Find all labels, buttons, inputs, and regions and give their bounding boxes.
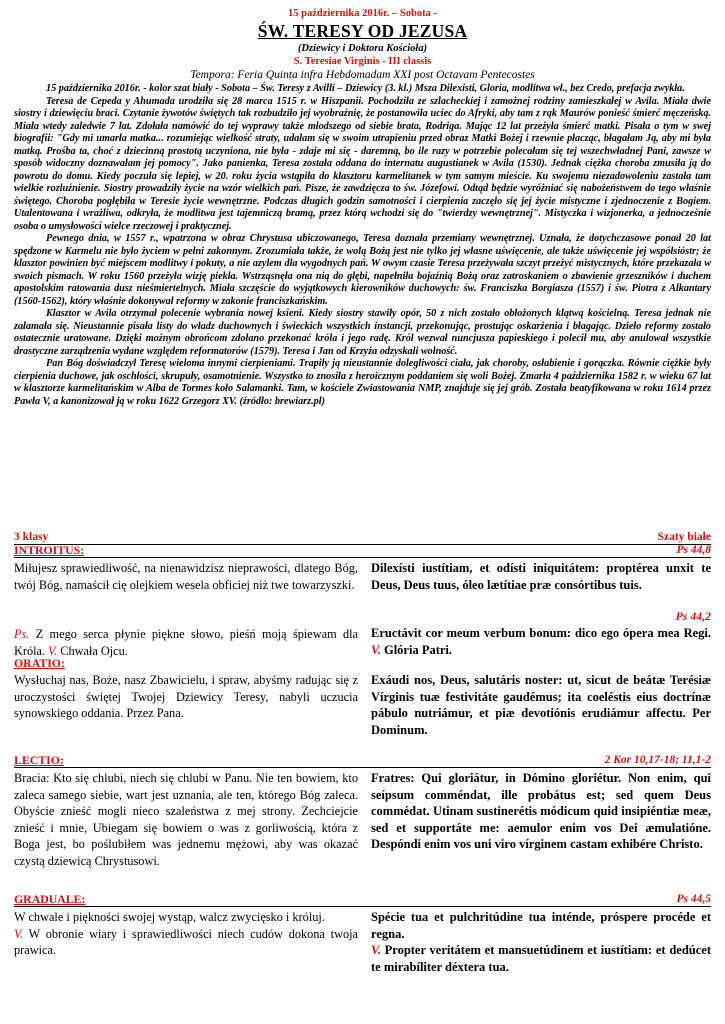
graduale-text-la: Spécie tua et pulchritúdine tua inténde, próspere procéde et regna. [371,910,711,941]
bio-paragraph: 15 października 2016r. - kolor szat biały - Sobota – Św. Teresy z Avilli – Dziewicy (3. kl.) Msza Dilexisti, Gloria, modlitwa wł., bez Credo, prefacja zwykła. [46,83,685,94]
psalm-text-pl: Z mego serca płynie piękne słowo, pieśń moją śpiewam dla Króla. [14,627,359,658]
biography [14,83,711,408]
oratio-la: Exáudi nos, Deus, salutáris noster: ut, sicut de beátæ Terésiæ Vírginis tuæ festivitáte gaudémus; ita coeléstis eius doctrínæ pábulo nutriámur, et piæ devotiónis erudiámur affectu. Per Dominum. [371,673,711,737]
introitus-pl: Miłujesz sprawiedliwość, na nienawidzisz nieprawości, dlatego Bóg, twój Bóg, namaścił cię olejkiem wesela obficiej niż twe towarzyszki. [14,561,358,592]
psalm-mark: Ps. [14,627,30,641]
lectio-la: Fratres: Qui gloriátur, in Dómino gloriétur. Non enim, qui seípsum comméndat, ille probátus est; sed quem Deus commédat. Utinam sustinerétis módicum quid insipiéntiæ meæ, sed et supportáte me: aemulor enim vos Dei æmulatióne. Despóndi enim vos uni viro vírginem castam exhibére Christo. [371,771,711,851]
graduale-pl [14,909,358,959]
graduale-la [371,909,711,975]
bio-paragraph: Pan Bóg doświadczył Teresę wieloma innymi cierpieniami. Trapiły ją nieustannie dolegliwości ciała, jak choroby, osłabienie i gorączka. Równie ciężkie były cierpienia duchowe, jak oschłości, skrupuły, osamotnienie. Wszystko to znosiła z heroicznym poddaniem się woli Bożej. Zmarła 4 października 1582 r. w wieku 67 lat w klasztorze karmelitańskim w Alba de Tormes koło Salamanki. Tam, w kościele Zwiastowania NMP, znajduje się jej grób. Została beatyfikowana w roku 1614 przez Pawła V, a kanonizował ją w roku 1622 Grzegorz XV. (źródło: brewiarz.pl) [14,358,711,407]
graduale-versicle-la: Propter veritátem et mansuetúdinem et iustítiam: et dedúcet te mirabíliter déxtera tua. [371,943,711,974]
lectio-pl: Bracia: Kto się chlubi, niech się chlubi w Panu. Nie ten bowiem, kto zaleca samego siebie, wart jest uznania, ale ten, którego Bóg zaleca. Obyście znieść mogli nieco szaleństwa z mej strony. Zechciejcie znieść i mnie, Ubiegam się bowiem o was z gorliwością, która z Boga jest, bo poślubiłem was jednemu mężowi, aby was okazać czystą dziewicą Chrystusowi. [14,771,358,868]
introitus-la: Dilexísti iustítiam, et odísti iniquitátem: proptérea unxit te Deus, Deus tuus, óleo lætítiae præ consórtibus tuis. [371,561,711,592]
graduale-label: GRADUALE: [14,892,86,906]
introitus-label: INTROITUS: [14,543,85,557]
lectio-header [14,754,711,768]
class-label: 3 klasy [14,531,49,543]
class-row [14,531,711,545]
psalm-ref: Ps 44,2 [675,609,711,623]
graduale-ref: Ps 44,5 [676,893,711,905]
versicle-mark: V. [14,926,24,941]
introitus-ref: Ps 44,8 [676,544,711,556]
oratio-header [14,656,358,670]
gloria-pl: Chwała Ojcu. [60,643,128,658]
introitus-header [14,544,711,558]
lectio-ref: 2 Kor 10,17-18; 11,1-2 [604,754,711,766]
bio-paragraph: Klasztor w Avila otrzymał polecenie wybrania nowej ksieni. Kiedy siostry stawiły opór, 50 z nich zostało obłożonych klątwą kościelną. Teresa jednak nie załamała się. Nieustannie pisała listy do władz duchownych i świeckich wszystkich instancji, przekonując, prostując oskarżenia i błagając. Dzieło reformy zostało ostatecznie uratowane. Dzięki możnym obrońcom zdołano przekonać króla i jego radę. Król wezwał nuncjusza papieskiego i polecił mu, aby anulował wszystkie drastyczne zarządzenia wydane względem reformatorów (1579). Teresa i Jan od Krzyża odzyskali wolność. [14,308,711,357]
versicle-mark: V. [371,943,381,957]
versicle-mark: V. [371,642,381,657]
gloria-la: Glória Patri. [383,642,453,657]
psalm-text-la: Eructávit cor meum verbum bonum: dico ego ópera mea Regi. [371,626,711,640]
oratio-pl: Wysłuchaj nas, Boże, nasz Zbawicielu, i spraw, abyśmy radując się z uroczystości świętej Twojej Dziewicy Teresy, nabyli uczucia synowskiego oddania. Przez Pana. [14,673,358,720]
oratio-label: ORATIO: [14,656,65,670]
date-line: 15 października 2016r. – Sobota - [288,8,437,19]
lectio-label: LECTIO: [14,753,64,767]
saint-subtitle: (Dziewicy i Doktora Kościoła) [297,43,428,54]
introitus-psalm-la [371,625,711,658]
graduale-versicle-pl: W obronie wiary i sprawiedliwości niech cudów dokona twoja prawica. [14,926,358,957]
vestment-color-label: Szaty białe [657,531,711,543]
page-title: ŚW. TERESY OD JEZUSA [257,21,468,41]
graduale-text-pl: W chwale i piękności swojej wystąp, walcz zwycięsko i króluj. [14,910,325,924]
bio-paragraph: Pewnego dnia, w 1557 r., wpatrzona w obraz Chrystusa ubiczowanego, Teresa doznała przemiany wewnętrznej. Uznała, że dotychczasowe ponad 20 lat spędzone w Karmelu nie było życiem w pełni zakonnym. Zrozumiała także, że wolą Bożą jest nie tylko jej własne uświęcenie, ale także uświęcenie jej współsióstr; że klasztor powinien być miejscem modlitwy i pokuty, a nie azylem dla wygodnych pań. W owym czasie Teresa przeżywała szczyt przeżyć mistycznych, które przekazała w swoich pismach. W roku 1560 przeżyła wizję piekła. Wstrząsnęła ona nią do głębi, napełniła bojaźnią Bożą oraz zatroskaniem o zbawienie grzeszników i duchem apostolskim ratowania dusz nieśmiertelnych. Miała szczęście do wyjątkowych kierowników duchowych: św. Franciszka Borgiasza (1557) i św. Piotra z Alkantary (1560-1562), który właśnie dokonywał reformy w zakonie franciszkańskim. [14,233,711,307]
bio-paragraph: Teresa de Cepeda y Ahumada urodziła się 28 marca 1515 r. w Hiszpanii. Pochodziła ze szlacheckiej i zamożnej rodziny zamieszkałej w Avila. Miała dwie siostry i dziewięciu braci. Czytanie żywotów świętych tak rozbudziło jej wyobraźnię, że postanowiła uciec do Afryki, aby tam z rąk Maurów ponieść śmierć męczeńską. Miała wtedy zaledwie 7 lat. Zdołała namówić do tej wyprawy także młodszego od siebie brata, Rodriga. Mając 12 lat przeżyła śmierć matki. Pisała o tym w swej biografii: "Gdy mi umarła matka... rozumiejąc wielkość straty, udałam się w swoim utrapieniu przed obraz Matki Bożej i rzewnie płacząc, błagałam Ją, aby mi była matką. Prośba ta, choć z dziecinną prostotą uczyniona, nie była - zdaje mi się - daremną, bo ile razy w potrzebie polecałam się tej wszechwładnej Pani, zawsze w sposób widoczny doznawałam jej pomocy". Jako panienka, Teresa została oddana do internatu augustianek w Avila (1530). Jednak ciężka choroba zmusiła ją do powrotu do domu. Kiedy poczuła się lepiej, w 20. roku życia wstąpiła do klasztoru karmelitanek w tym samym mieście. Ku swojemu niezadowoleniu zastała tam wielkie rozluźnienie. Siostry prowadziły życie na wzór wielkich pań. Pisze, że zawdzięcza to św. Józefowi. Odtąd będzie wyróżniać się nabożeństwem do tego właśnie świętego. Choroba pogłębiła w Teresie życie wewnętrzne. Podczas długich godzin samotności i cierpienia zaczęło się jej życie mistyczne i zjednoczenie z Bogiem. Utalentowana i wrażliwa, odkryła, że modlitwa jest tajemniczą bramą, przez którą wchodzi się do "twierdzy wewnętrznej". Mistyczka i wizjonerka, a jednocześnie osoba o umysłowości wielce rzeczowej i praktycznej. [14,95,711,232]
introitus-psalm-pl [14,626,358,659]
graduale-header [14,893,711,907]
tempora-line: Tempora: Feria Quinta infra Hebdomadam XXI post Octavam Pentecostes [190,69,535,81]
versicle-mark: V. [48,643,58,658]
latin-class-line: S. Teresiae Virginis - III classis [293,56,432,67]
